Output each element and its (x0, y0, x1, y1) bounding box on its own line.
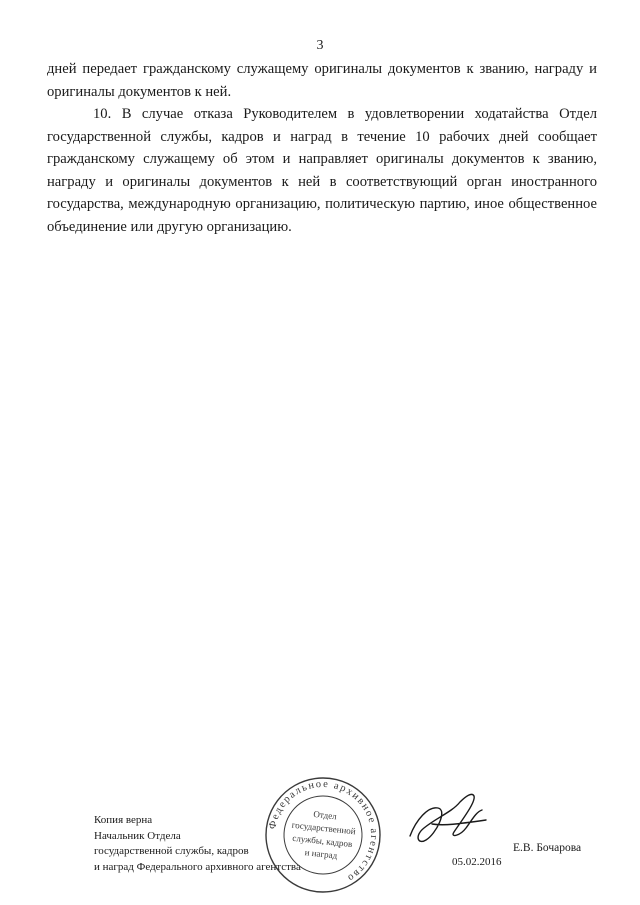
signer-position-line-2: государственной службы, кадров (94, 845, 249, 857)
signer-name: Е.В. Бочарова (513, 842, 582, 854)
copy-verified-label: Копия верна (94, 814, 153, 826)
page-number: 3 (316, 38, 324, 53)
signer-position-line-1: Начальник Отдела (94, 829, 181, 842)
stamp-inner-line-1: Отдел (312, 808, 338, 822)
stamp-inner-line-4: и наград (304, 847, 338, 861)
certification-date: 05.02.2016 (452, 856, 502, 868)
paragraph-continuation: дней передает гражданскому служащему оригиналы документов к званию, награду и оригиналы документов к ней. (47, 61, 597, 100)
stamp-outer-ring (262, 774, 384, 896)
stamp-inner-line-3: службы, кадров (291, 832, 353, 850)
paragraph-10: 10. В случае отказа Руководителем в удовлетворении ходатайства Отдел государственной службы, кадров и наград в течение 10 рабочих дней сообщает гражданскому служащему об этом и направляет оригиналы документов к званию, награду и оригиналы документов к ней в соответствующий орган иностранного государства, международную организацию, политическую партию, иное общественное объединение или другую организацию. (47, 106, 597, 235)
signer-position-line-3: и наград Федерального архивного агентства (94, 860, 301, 873)
stamp-inner-line-2: государственной (291, 819, 357, 837)
handwritten-signature (402, 790, 490, 852)
document-body (47, 58, 597, 238)
stamp-outer-text: Федеральное архивное агентство (267, 778, 380, 885)
official-stamp (262, 774, 384, 896)
